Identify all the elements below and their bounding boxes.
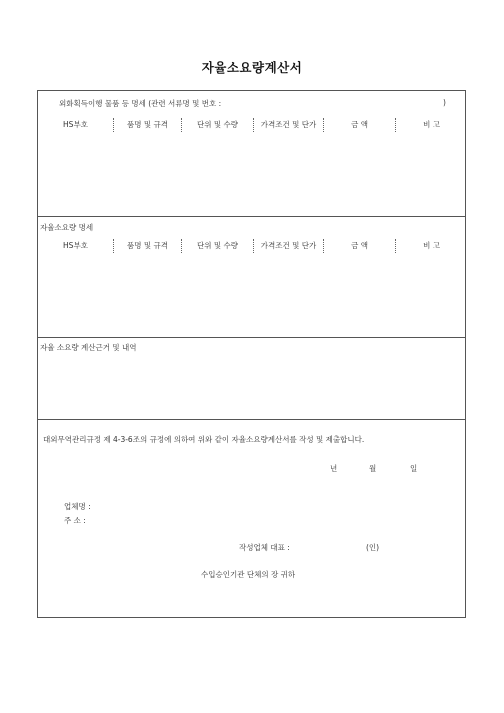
representative-label: 작성업체 대표 : bbox=[239, 543, 290, 552]
seal-mark: (인) bbox=[366, 543, 380, 552]
company-name-label: 업체명 : bbox=[64, 502, 91, 511]
col-remarks: 비 고 bbox=[395, 239, 467, 253]
col-unit-qty: 단위 및 수량 bbox=[181, 239, 253, 253]
col-hs-code: HS부호 bbox=[63, 241, 88, 250]
section1-label: 외화획득이행 물품 등 명세 (관련 서류명 및 번호 : bbox=[59, 99, 222, 108]
col-item-spec: 품명 및 규격 bbox=[113, 118, 181, 132]
section2-column-header bbox=[38, 239, 465, 253]
col-remarks: 비 고 bbox=[395, 118, 467, 132]
date-year: 년 bbox=[330, 464, 338, 473]
section2-label: 자율소요량 명세 bbox=[40, 223, 94, 232]
section-divider bbox=[38, 216, 465, 217]
col-amount: 금 액 bbox=[323, 239, 395, 253]
col-hs-code: HS부호 bbox=[63, 120, 88, 129]
addressee: 수입승인기관 단체의 장 귀하 bbox=[201, 570, 296, 579]
date-day: 일 bbox=[410, 464, 418, 473]
requirement-calculation-form bbox=[37, 90, 466, 618]
col-price-terms: 가격조건 및 단가 bbox=[253, 118, 323, 132]
declaration-statement: 대외무역관리규정 제 4-3-6조의 규정에 의하여 위와 같이 자율소요량계산서를 작성 및 제출합니다. bbox=[43, 435, 365, 444]
date-month: 월 bbox=[369, 464, 377, 473]
address-label: 주 소 : bbox=[64, 516, 86, 525]
section-divider bbox=[38, 337, 465, 338]
section-divider bbox=[38, 419, 465, 420]
section1-column-header bbox=[38, 118, 465, 132]
col-item-spec: 품명 및 규격 bbox=[113, 239, 181, 253]
col-amount: 금 액 bbox=[323, 118, 395, 132]
col-unit-qty: 단위 및 수량 bbox=[181, 118, 253, 132]
col-price-terms: 가격조건 및 단가 bbox=[253, 239, 323, 253]
section1-close-paren: ) bbox=[443, 98, 446, 107]
section3-label: 자율 소요량 계산근거 및 내역 bbox=[40, 343, 137, 352]
document-title: 자율소요량계산서 bbox=[201, 60, 303, 75]
